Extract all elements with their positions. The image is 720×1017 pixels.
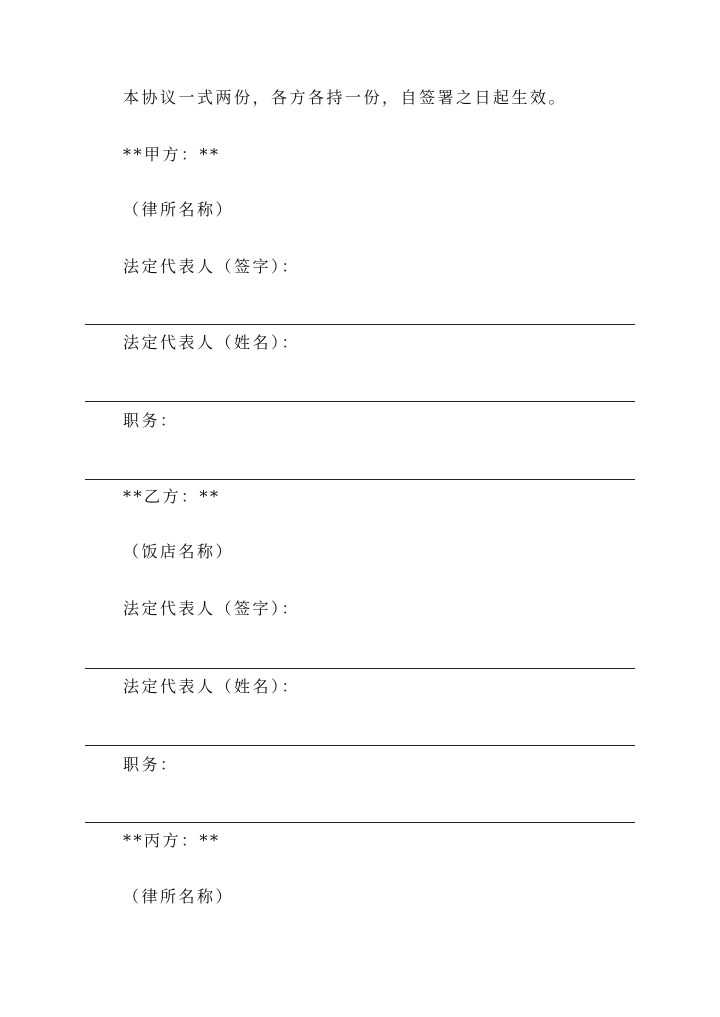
party-a-title-label: 职务： (123, 411, 179, 430)
party-c-name: （律所名称） (123, 887, 235, 906)
effective-clause: 本协议一式两份，各方各持一份，自签署之日起生效。 (123, 88, 568, 107)
party-c-heading: **丙方：** (123, 831, 221, 850)
party-b-signature-label: 法定代表人（签字）： (123, 599, 301, 618)
party-b-heading: **乙方：** (123, 487, 221, 506)
party-a-name: （律所名称） (123, 200, 235, 219)
party-a-heading: **甲方：** (123, 145, 221, 164)
party-b-rep-name-line (85, 745, 635, 746)
party-b-title-line (85, 822, 635, 823)
party-b-signature-line (85, 668, 635, 669)
party-a-title-line (85, 479, 635, 480)
party-b-title-label: 职务： (123, 755, 179, 774)
party-b-name: （饭店名称） (123, 542, 235, 561)
party-a-signature-line (85, 324, 635, 325)
party-a-rep-name-line (85, 401, 635, 402)
party-b-rep-name-label: 法定代表人（姓名）： (123, 677, 301, 696)
party-a-rep-name-label: 法定代表人（姓名）： (123, 333, 301, 352)
party-a-signature-label: 法定代表人（签字）： (123, 257, 301, 276)
